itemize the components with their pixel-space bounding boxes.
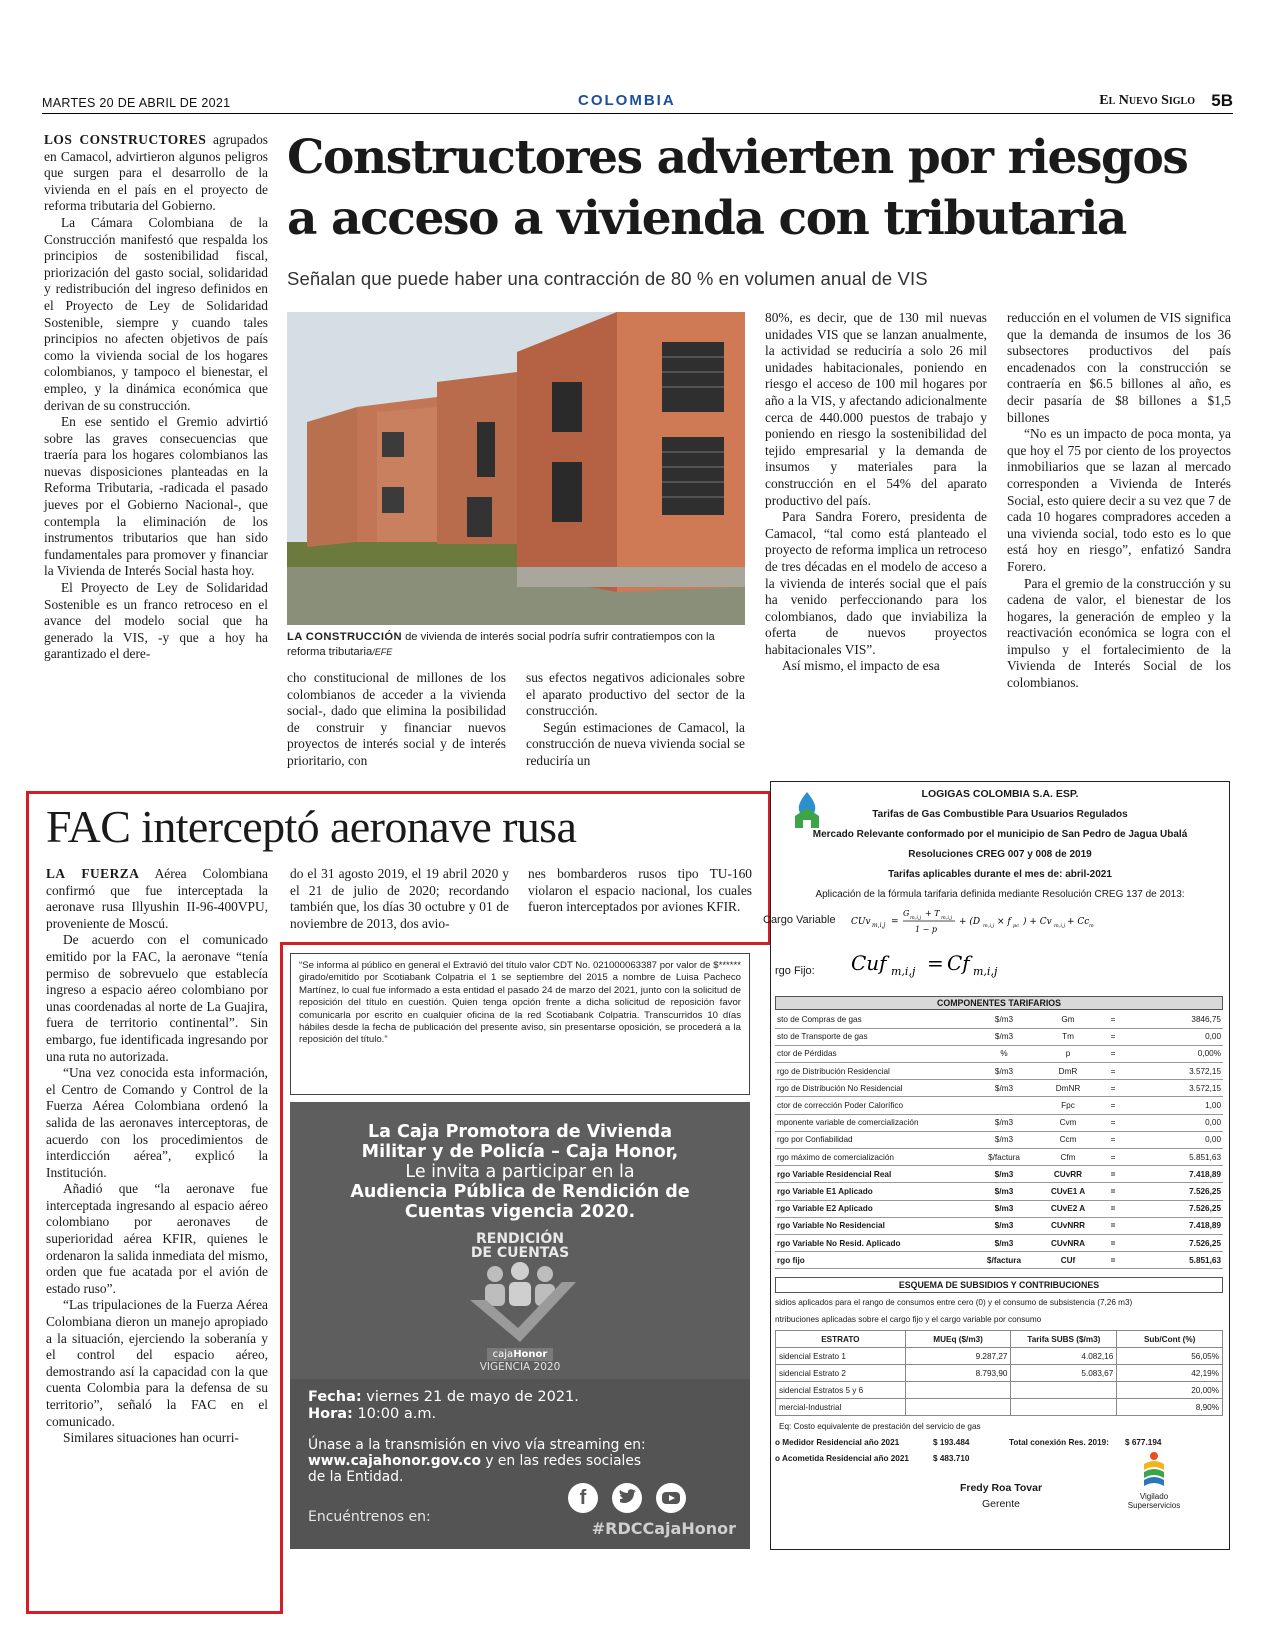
component-row [775,1200,1223,1217]
subsidy-cell: sidencial Estrato 2 [776,1365,906,1382]
component-cell: CUvRR [1037,1166,1099,1183]
component-row [775,1114,1223,1131]
subsidy-row [776,1365,1223,1382]
component-cell: rgo Variable Residencial Real [775,1166,971,1183]
event-date [308,1389,579,1406]
subsidy-cell [1011,1399,1117,1416]
article-column-1 [44,132,268,663]
brand-part: Honor [513,1349,548,1360]
subsidies-table [775,1330,1223,1416]
svg-text:m,i,j: m,i,j [872,922,886,929]
facebook-icon[interactable]: f [568,1483,598,1513]
component-cell: $/m3 [971,1200,1037,1217]
eq-value: $ 677.194 [1125,1438,1162,1447]
article-column-4 [765,310,987,675]
paragraph: En ese sentido el Gremio advirtió sobre las graves consecuencias que traería para los hogares colombianos las nuevas disposiciones planteadas en la Reforma Tributaria, -radicada el pasado jueves por el Gobierno Nacional-, que contempla la eliminación de los instrumentos tributarios que han sido fundamentales para promover y financiar la Vivienda de Interés Social hasta hoy. [44,414,268,579]
people-check-icon [460,1262,580,1342]
component-cell: = [1099,1149,1127,1166]
component-cell: 3.572,15 [1127,1080,1223,1097]
subsidy-cell: sidencial Estratos 5 y 6 [776,1382,906,1399]
paragraph: Así mismo, el impacto de esa [782,658,940,674]
subsidies-note: sidios aplicados para el rango de consumos entre cero (0) y el consumo de subsistencia (7,26 m3) [775,1298,1133,1307]
component-cell: = [1099,1131,1127,1148]
component-cell: rgo de Distribución No Residencial [775,1080,971,1097]
eq-value: $ 483.710 [933,1454,970,1463]
ad-line: La Caja Promotora de Vivienda [367,1122,673,1142]
component-row [775,1080,1223,1097]
component-row [775,1183,1223,1200]
component-cell: rgo máximo de comercialización [775,1149,971,1166]
eq-value: $ 193.484 [933,1438,970,1447]
photo-credit: /EFE [372,646,393,657]
paragraph: 80%, es decir, que de 130 mil nuevas unidades VIS que se lanzan anualmente, la actividad se reduciría a solo 26 mil unidades habitacionales, poniendo en riesgo el acceso de 100 mil hogares por año a la VIS, y afectando adicionalmente cerca de 440.000 puestos de trabajo y poniendo en riesgo la sostenibilidad del tejido empresarial y la demanda de insumos y materiales para la construcción en el 54% del aparato productivo del país. [765,310,987,508]
component-cell: Cvm [1037,1114,1099,1131]
component-cell: $/m3 [971,1011,1037,1028]
paragraph: El Proyecto de Ley de Solidaridad Sostenible es un franco retroceso en el avance del modelo social que ha generado la VIS, -y que a hoy ha garantizado el dere- [44,580,268,662]
hashtag: #RDCCajaHonor [591,1519,736,1538]
svg-text:CUv: CUv [851,917,871,927]
event-time [308,1406,436,1423]
subsidy-header-cell: ESTRATO [776,1331,906,1348]
component-cell: 3846,75 [1127,1011,1223,1028]
cargo-variable-label: Cargo Variable [763,914,836,926]
subsidy-header-cell: Sub/Cont (%) [1117,1331,1223,1348]
time-label: Hora: [308,1406,353,1422]
subsidy-cell: sidencial Estrato 1 [776,1348,906,1365]
component-cell: 7.526,25 [1127,1234,1223,1251]
subsidy-cell [905,1399,1011,1416]
component-cell: CUvNRR [1037,1217,1099,1234]
article-column-5 [1007,310,1231,692]
legal-notice: “Se informa al público en general el Extravió del título valor CDT No. 021000063387 por valor de $****** girado/emitido por Scotiabank Colpatria el 1 se septiembre del 2015 a nombre de Luisa Pacheco Martínez, lo cual fue informado a esta entidad el pasado 24 de marzo del 2021, junto con la solicitud de reposición del título en cuestión. Quien tenga opción frente a dicha solicitud de reposición favor comunicarla por escrito en cualquier oficina de la red Scotiabank Colpatria. Transcurridos 10 días hábiles desde la fecha de publicación del presente aviso, sin presentarse oposición, se procederá a la reposición del título.” [290,953,750,1095]
component-cell: rgo fijo [775,1252,971,1269]
paragraph: De acuerdo con el comunicado emitido por la FAC, la aeronave “tenía permiso de sobrevuelo que establecía ingreso a espacio aéreo colombiano por unas coordenadas al norte de La Guajira, fuera de territorio continental”. Sin embargo, fue identificada ingresando por una ruta no autorizada. [46,932,268,1064]
component-cell: rgo Variable No Resid. Aplicado [775,1234,971,1251]
component-cell: 7.418,89 [1127,1217,1223,1234]
component-row [775,1045,1223,1062]
ad-line: Militar y de Policía – Caja Honor, [361,1142,679,1162]
find-us-label: Encuéntrenos en: [308,1509,431,1525]
date-label: Fecha: [308,1389,362,1405]
headline-line: Constructores advierten por riesgos [287,130,1188,185]
component-cell: = [1099,1234,1127,1251]
date-value: viernes 21 de mayo de 2021. [361,1389,579,1405]
svg-text:m,i,j: m,i,j [910,915,922,921]
newspaper-name: El Nuevo Siglo [1099,93,1195,108]
lead-in: LOS CONSTRUCTORES [44,132,207,147]
superservicios-logo-icon [1139,1450,1169,1490]
subsidy-cell: 42,19% [1117,1365,1223,1382]
article-column-3 [526,670,745,770]
subsidy-cell: 56,05% [1117,1348,1223,1365]
lead-in: LA FUERZA [46,866,140,881]
logo-text: RENDICIÓN [476,1231,564,1247]
subsidy-cell: 5.083,67 [1011,1365,1117,1382]
component-cell: ctor de Pérdidas [775,1045,971,1062]
photo-caption [287,630,745,659]
caption-lead: LA CONSTRUCCIÓN [287,631,402,643]
cajahonor-brand [487,1348,554,1361]
component-cell: CUvE2 A [1037,1200,1099,1217]
component-cell: $/m3 [971,1131,1037,1148]
component-cell: = [1099,1166,1127,1183]
company-name: LOGIGAS COLOMBIA S.A. ESP. [921,788,1079,800]
component-cell: $/factura [971,1149,1037,1166]
svg-text:+ T: + T [925,909,940,918]
component-cell: 5.851,63 [1127,1149,1223,1166]
tariff-resolutions: Resoluciones CREG 007 y 008 de 2019 [908,849,1092,860]
subsidy-cell: 4.082,16 [1011,1348,1117,1365]
svg-text:m,i,j: m,i,j [1054,923,1066,929]
signer-role: Gerente [982,1498,1020,1510]
paragraph: Aérea Colombiana confirmó que fue interceptada la aeronave rusa Illyushin II-96-400VPU, proveniente de Moscú. [46,866,269,931]
component-cell: = [1099,1011,1127,1028]
component-cell: ctor de corrección Poder Calorífico [775,1097,971,1114]
svg-text:1 − p: 1 − p [915,925,937,934]
subsidy-cell: 20,00% [1117,1382,1223,1399]
subsidy-row [776,1399,1223,1416]
subsidy-header-cell: MUEq ($/m3) [905,1331,1011,1348]
housing-photo [287,312,745,625]
cargo-fijo-label: rgo Fijo: [775,965,815,977]
component-cell: CUvE1 A [1037,1183,1099,1200]
eq-label: Total conexión Res. 2019: [1009,1438,1109,1447]
component-cell: Gm [1037,1011,1099,1028]
ad-heading [290,1122,750,1222]
subsidy-cell: 9.287,27 [905,1348,1011,1365]
component-cell: = [1099,1097,1127,1114]
component-cell: rgo Variable E2 Aplicado [775,1200,971,1217]
component-row [775,1166,1223,1183]
component-cell: rgo por Confiabilidad [775,1131,971,1148]
svg-text:+ Cc: + Cc [1067,917,1090,927]
page-number: 5B [1211,91,1233,110]
component-cell: % [971,1045,1037,1062]
components-header: COMPONENTES TARIFARIOS [775,996,1223,1010]
svg-text:m,i,j: m,i,j [973,965,998,978]
component-cell: Ccm [1037,1131,1099,1148]
svg-text:m,i,j: m,i,j [941,915,953,921]
component-cell: Tm [1037,1028,1099,1045]
component-cell: $/m3 [971,1234,1037,1251]
stream-line: de la Entidad. [308,1469,404,1485]
subsidy-cell [905,1382,1011,1399]
paragraph: Según estimaciones de Camacol, la construcción de nueva vivienda social se reduciría un [526,719,745,768]
component-cell: 0,00 [1127,1028,1223,1045]
issue-date: MARTES 20 DE ABRIL DE 2021 [42,96,231,110]
paragraph: reducción en el volumen de VIS significa que la demanda de insumos de los 36 subsectores productivos del país encadenados con la construcción se contraería en $6.5 billones al año, es decir pasaría de $8 billones a $1,5 billones [1007,310,1231,425]
stream-info [308,1437,738,1485]
subsidy-cell: 8,90% [1117,1399,1223,1416]
svg-text:Cuf: Cuf [851,951,887,975]
component-cell: rgo Variable No Residencial [775,1217,971,1234]
tariff-market: Mercado Relevante conformado por el municipio de San Pedro de Jagua Ubalá [812,829,1188,840]
component-cell: CUf [1037,1252,1099,1269]
component-row [775,1028,1223,1045]
eq-label: o Acometida Residencial año 2021 [775,1454,909,1463]
eq-label: o Medidor Residencial año 2021 [775,1438,900,1447]
component-cell: $/m3 [971,1183,1037,1200]
stream-line: Únase a la transmisión en vivo vía streaming en: [308,1437,646,1453]
component-cell: $/m3 [971,1028,1037,1045]
component-row [775,1063,1223,1080]
paragraph: nes bombarderos rusos tipo TU-160 violaron el espacio nacional, los cuales fueron interceptados por aviones KFIR. [528,866,752,915]
vigilado-label [1111,1492,1197,1510]
svg-text:m: m [1089,923,1094,929]
component-cell: 3.572,15 [1127,1063,1223,1080]
housing-illustration [287,312,745,625]
subsidy-row [776,1348,1223,1365]
logo-text: DE CUENTAS [470,1245,570,1261]
component-cell: = [1099,1080,1127,1097]
component-cell: $/m3 [971,1114,1037,1131]
signer-name: Fredy Roa Tovar [959,1482,1043,1494]
youtube-icon[interactable] [656,1483,686,1513]
component-cell: $/m3 [971,1063,1037,1080]
superservicios-text: Superservicios [1127,1501,1181,1510]
cargo-variable-formula [851,904,1101,942]
svg-text:Cf: Cf [947,951,970,975]
component-cell: 5.851,63 [1127,1252,1223,1269]
component-cell: = [1099,1063,1127,1080]
component-cell: $/m3 [971,1217,1037,1234]
svg-text:× f: × f [997,917,1011,927]
vigilado-text: Vigilado [1139,1492,1169,1501]
paragraph: “No es un impacto de poca monta, ya que hoy el 75 por ciento de los proyectos inmobiliarios que se lazan al mercado corresponden a Vivienda de Interés Social, esto quiere decir a su vez que 7 de cada 10 hogares compradores acceden a una vivienda social, todo esto es lo que está hoy en riesgo”, enfatizó Sandra Forero. [1007,426,1231,574]
component-cell: 0,00% [1127,1045,1223,1062]
headline-line: a acceso a vivienda con tributaria [287,191,1126,246]
caja-honor-ad [290,1102,750,1549]
component-cell: Fpc [1037,1097,1099,1114]
component-cell: = [1099,1252,1127,1269]
component-cell: = [1099,1200,1127,1217]
subsidy-cell: mercial-Industrial [776,1399,906,1416]
fac-column-2 [290,866,509,932]
paragraph: Añadió que “la aeronave fue interceptada ingresando al espacio aéreo colombiano por aeronaves de superioridad aérea KFIR, quienes le ordenaron la salida inmediata del mismo, orden que fue acatada por el avión de estado ruso”. [46,1181,268,1296]
paragraph: “Las tripulaciones de la Fuerza Aérea Colombiana dieron un manejo apropiado a la situación, ejerciendo la soberanía y el control del espacio aéreo, demostrando así la capacidad con la que cuenta Colombia para la defensa de su territorio”, señaló la FAC en el comunicado. [46,1297,268,1429]
svg-text:) + Cv: ) + Cv [1023,917,1052,927]
component-cell: rgo de Distribución Residencial [775,1063,971,1080]
paragraph: La Cámara Colombiana de la Construcción manifestó que respalda los principios de sostenibilidad fiscal, priorización del gasto social, solidaridad y redistribución del ingreso definidos en el Proyecto de Ley de Solidaridad Sostenible, siempre y cuando tales principios no afecten objetivos de país como la vivienda social de los hogares colombianos, y tampoco el bienestar, el empleo, y la dinámica económica que derivan de su construcción. [44,214,268,413]
paragraph: Para el gremio de la construcción y su cadena de valor, el bienestar de los hogares, la generación de empleo y la reactivación económica se logra con el impulso y el fortalecimiento de la Vivienda de Interés Social de los colombianos. [1007,575,1231,691]
component-cell: CUvNRA [1037,1234,1099,1251]
component-cell: p [1037,1045,1099,1062]
component-cell: 0,00 [1127,1114,1223,1131]
svg-text:m,i,j: m,i,j [983,923,995,929]
component-cell [971,1097,1037,1114]
component-cell: rgo Variable E1 Aplicado [775,1183,971,1200]
component-cell: = [1099,1045,1127,1062]
stream-line: y en las redes sociales [480,1453,642,1469]
component-cell: 7.526,25 [1127,1183,1223,1200]
component-cell: 7.418,89 [1127,1166,1223,1183]
subsidy-cell [1011,1382,1117,1399]
ad-line: Audiencia Pública de Rendición de [350,1182,690,1202]
component-cell: $/factura [971,1252,1037,1269]
component-cell: sto de Compras de gas [775,1011,971,1028]
fac-headline: FAC interceptó aeronave rusa [46,801,577,852]
svg-text:G: G [903,909,910,918]
article-subhead: Señalan que puede haber una contracción de 80 % en volumen anual de VIS [287,268,928,289]
component-cell: DmR [1037,1063,1099,1080]
time-value: 10:00 a.m. [352,1406,437,1422]
section-label: COLOMBIA [578,92,676,109]
paragraph: do el 31 agosto 2019, el 19 abril 2020 y el 21 de julio de 2020; recordando también que, los días 30 octubre y 01 de noviembre de 2013, dos avio- [290,866,509,931]
svg-text:m,i,j: m,i,j [891,965,916,978]
svg-text:pc: pc [1013,923,1020,929]
svg-text:=: = [927,951,944,975]
page-header [42,92,1233,114]
component-cell: = [1099,1183,1127,1200]
svg-text:=: = [891,917,899,927]
fac-column-1 [46,866,268,1447]
component-row [775,1252,1223,1269]
subsidies-note: ntribuciones aplicadas sobre el cargo fijo y el cargo variable por consumo [775,1315,1042,1324]
brand-part: caja [492,1349,514,1360]
tariff-period: Tarifas aplicables durante el mes de: abril-2021 [888,869,1112,880]
component-cell: $/m3 [971,1166,1037,1183]
vigencia-label: VIGENCIA 2020 [479,1361,561,1373]
eq-title: Eq: Costo equivalente de prestación del servicio de gas [779,1422,981,1431]
component-cell: sto de Transporte de gas [775,1028,971,1045]
component-cell: 7.526,25 [1127,1200,1223,1217]
ad-details [290,1379,750,1549]
svg-text:+ (D: + (D [959,917,981,927]
component-cell: = [1099,1217,1127,1234]
paragraph: Similares situaciones han ocurri- [63,1430,239,1446]
paragraph: agrupados en Camacol, advirtieron algunos peligros que surgen para el desarrollo de la vivienda en el país en el proyecto de reforma tributaria del Gobierno. [44,132,268,214]
paragraph: sus efectos negativos adicionales sobre el aparato productivo del sector de la construcción. [526,670,745,719]
ad-line: Cuentas vigencia 2020. [404,1202,636,1222]
component-cell: = [1099,1028,1127,1045]
tariff-notice [763,781,1230,1550]
component-row [775,1011,1223,1028]
fac-column-3 [528,866,752,916]
component-cell: = [1099,1114,1127,1131]
subsidies-header: ESQUEMA DE SUBSIDIOS Y CONTRIBUCIONES [775,1277,1223,1293]
component-cell: 0,00 [1127,1131,1223,1148]
article-headline [287,127,1247,249]
subsidy-cell: 8.793,90 [905,1365,1011,1382]
article-column-2 [287,670,506,770]
tariff-title: Tarifas de Gas Combustible Para Usuarios Regulados [872,809,1128,820]
stream-url[interactable]: www.cajahonor.gov.co [308,1453,481,1469]
paragraph: cho constitucional de millones de los colombianos de acceder a la vivienda social-, dado que elimina la posibilidad de construir y financiar nuevos proyectos de interés social y de interés prioritario, con [287,670,506,768]
subsidy-header-cell: Tarifa SUBS ($/m3) [1011,1331,1117,1348]
component-cell: DmNR [1037,1080,1099,1097]
component-row [775,1217,1223,1234]
cargo-fijo-formula [851,950,1011,985]
subsidy-row [776,1382,1223,1399]
components-table [775,1011,1223,1269]
ad-line: Le invita a participar en la [405,1162,635,1182]
component-cell: $/m3 [971,1080,1037,1097]
caption-text: de vivienda de interés social podría sufrir contratiempos con la reforma tributaria [287,631,715,658]
component-cell: Cfm [1037,1149,1099,1166]
tariff-formula-note: Aplicación de la fórmula tarifaria definida mediante Resolución CREG 137 de 2013: [815,889,1185,900]
highlight-box-divider [280,942,771,945]
rendicion-logo [440,1232,600,1372]
paragraph: Para Sandra Forero, presidenta de Camacol, “tal como está planteado el proyecto de reforma implica un retroceso de tres décadas en el modelo de acceso a la vivienda de interés social que el país ha venido perfeccionando para los colombianos, dado que inviabiliza la oferta de nuevos proyectos habitacionales VIS”. [765,509,987,657]
component-cell: 1,00 [1127,1097,1223,1114]
component-row [775,1131,1223,1148]
paragraph: “Una vez conocida esta información, el Centro de Comando y Control de la Fuerza Aérea Colombiana ordenó la salida de las aeronaves interceptoras, de acuerdo con los procedimientos de interdicción aérea”, explicó la Institución. [46,1065,268,1180]
component-row [775,1149,1223,1166]
component-row [775,1097,1223,1114]
twitter-icon[interactable] [612,1483,642,1513]
component-row [775,1234,1223,1251]
component-cell: mponente variable de comercialización [775,1114,971,1131]
